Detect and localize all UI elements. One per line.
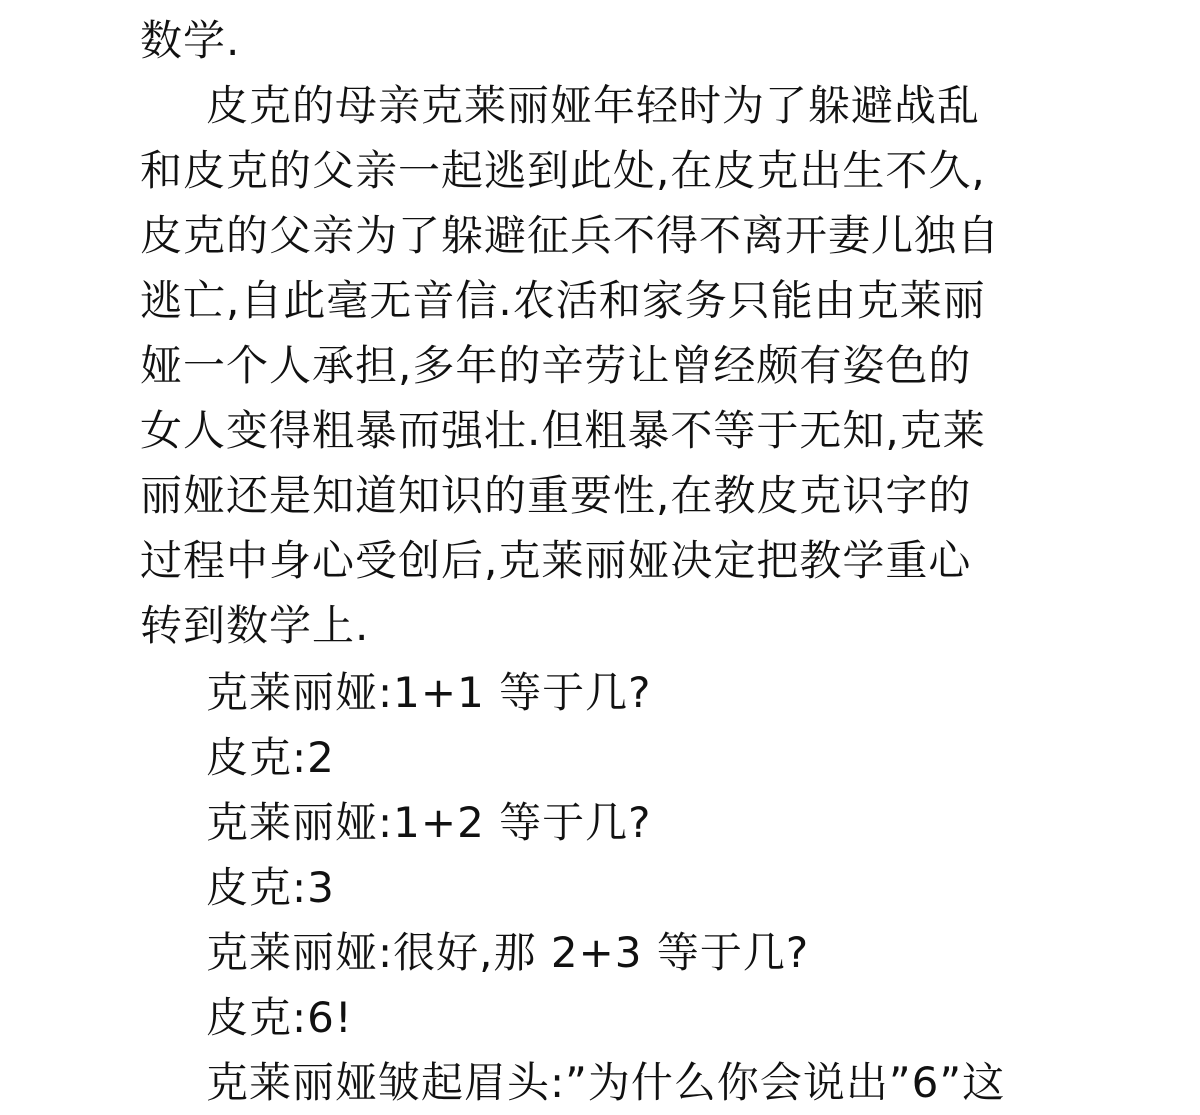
main-paragraph	[140, 73, 1020, 658]
dialogue-section	[140, 660, 1040, 1115]
paragraph-line: 过程中身心受创后,克莱丽娅决定把教学重心	[140, 536, 972, 585]
dialogue-line: 皮克:6!	[206, 993, 353, 1042]
paragraph-line: 逃亡,自此毫无音信.农活和家务只能由克莱丽	[140, 276, 986, 325]
paragraph-line: 丽娅还是知道知识的重要性,在教皮克识字的	[140, 471, 972, 520]
paragraph-line: 和皮克的父亲一起逃到此处,在皮克出生不久,	[140, 146, 986, 195]
top-line: 数学.	[140, 16, 241, 65]
dialogue-line: 皮克:3	[206, 863, 335, 912]
paragraph-line: 皮克的父亲为了躲避征兵不得不离开妻儿独自	[140, 211, 1001, 260]
dialogue-line: 皮克:2	[206, 733, 335, 782]
dialogue-line: 克莱丽娅皱起眉头:”为什么你会说出”6”这	[206, 1058, 1006, 1107]
dialogue-line: 克莱丽娅:1+2 等于几?	[206, 798, 652, 847]
dialogue-line: 克莱丽娅:1+1 等于几?	[206, 668, 652, 717]
paragraph-line: 女人变得粗暴而强壮.但粗暴不等于无知,克莱	[140, 406, 986, 455]
dialogue-line: 克莱丽娅:很好,那 2+3 等于几?	[206, 928, 810, 977]
paragraph-line: 皮克的母亲克莱丽娅年轻时为了躲避战乱	[206, 81, 981, 130]
paragraph-line: 转到数学上.	[140, 601, 370, 650]
paragraph-line: 娅一个人承担,多年的辛劳让曾经颇有姿色的	[140, 341, 972, 390]
